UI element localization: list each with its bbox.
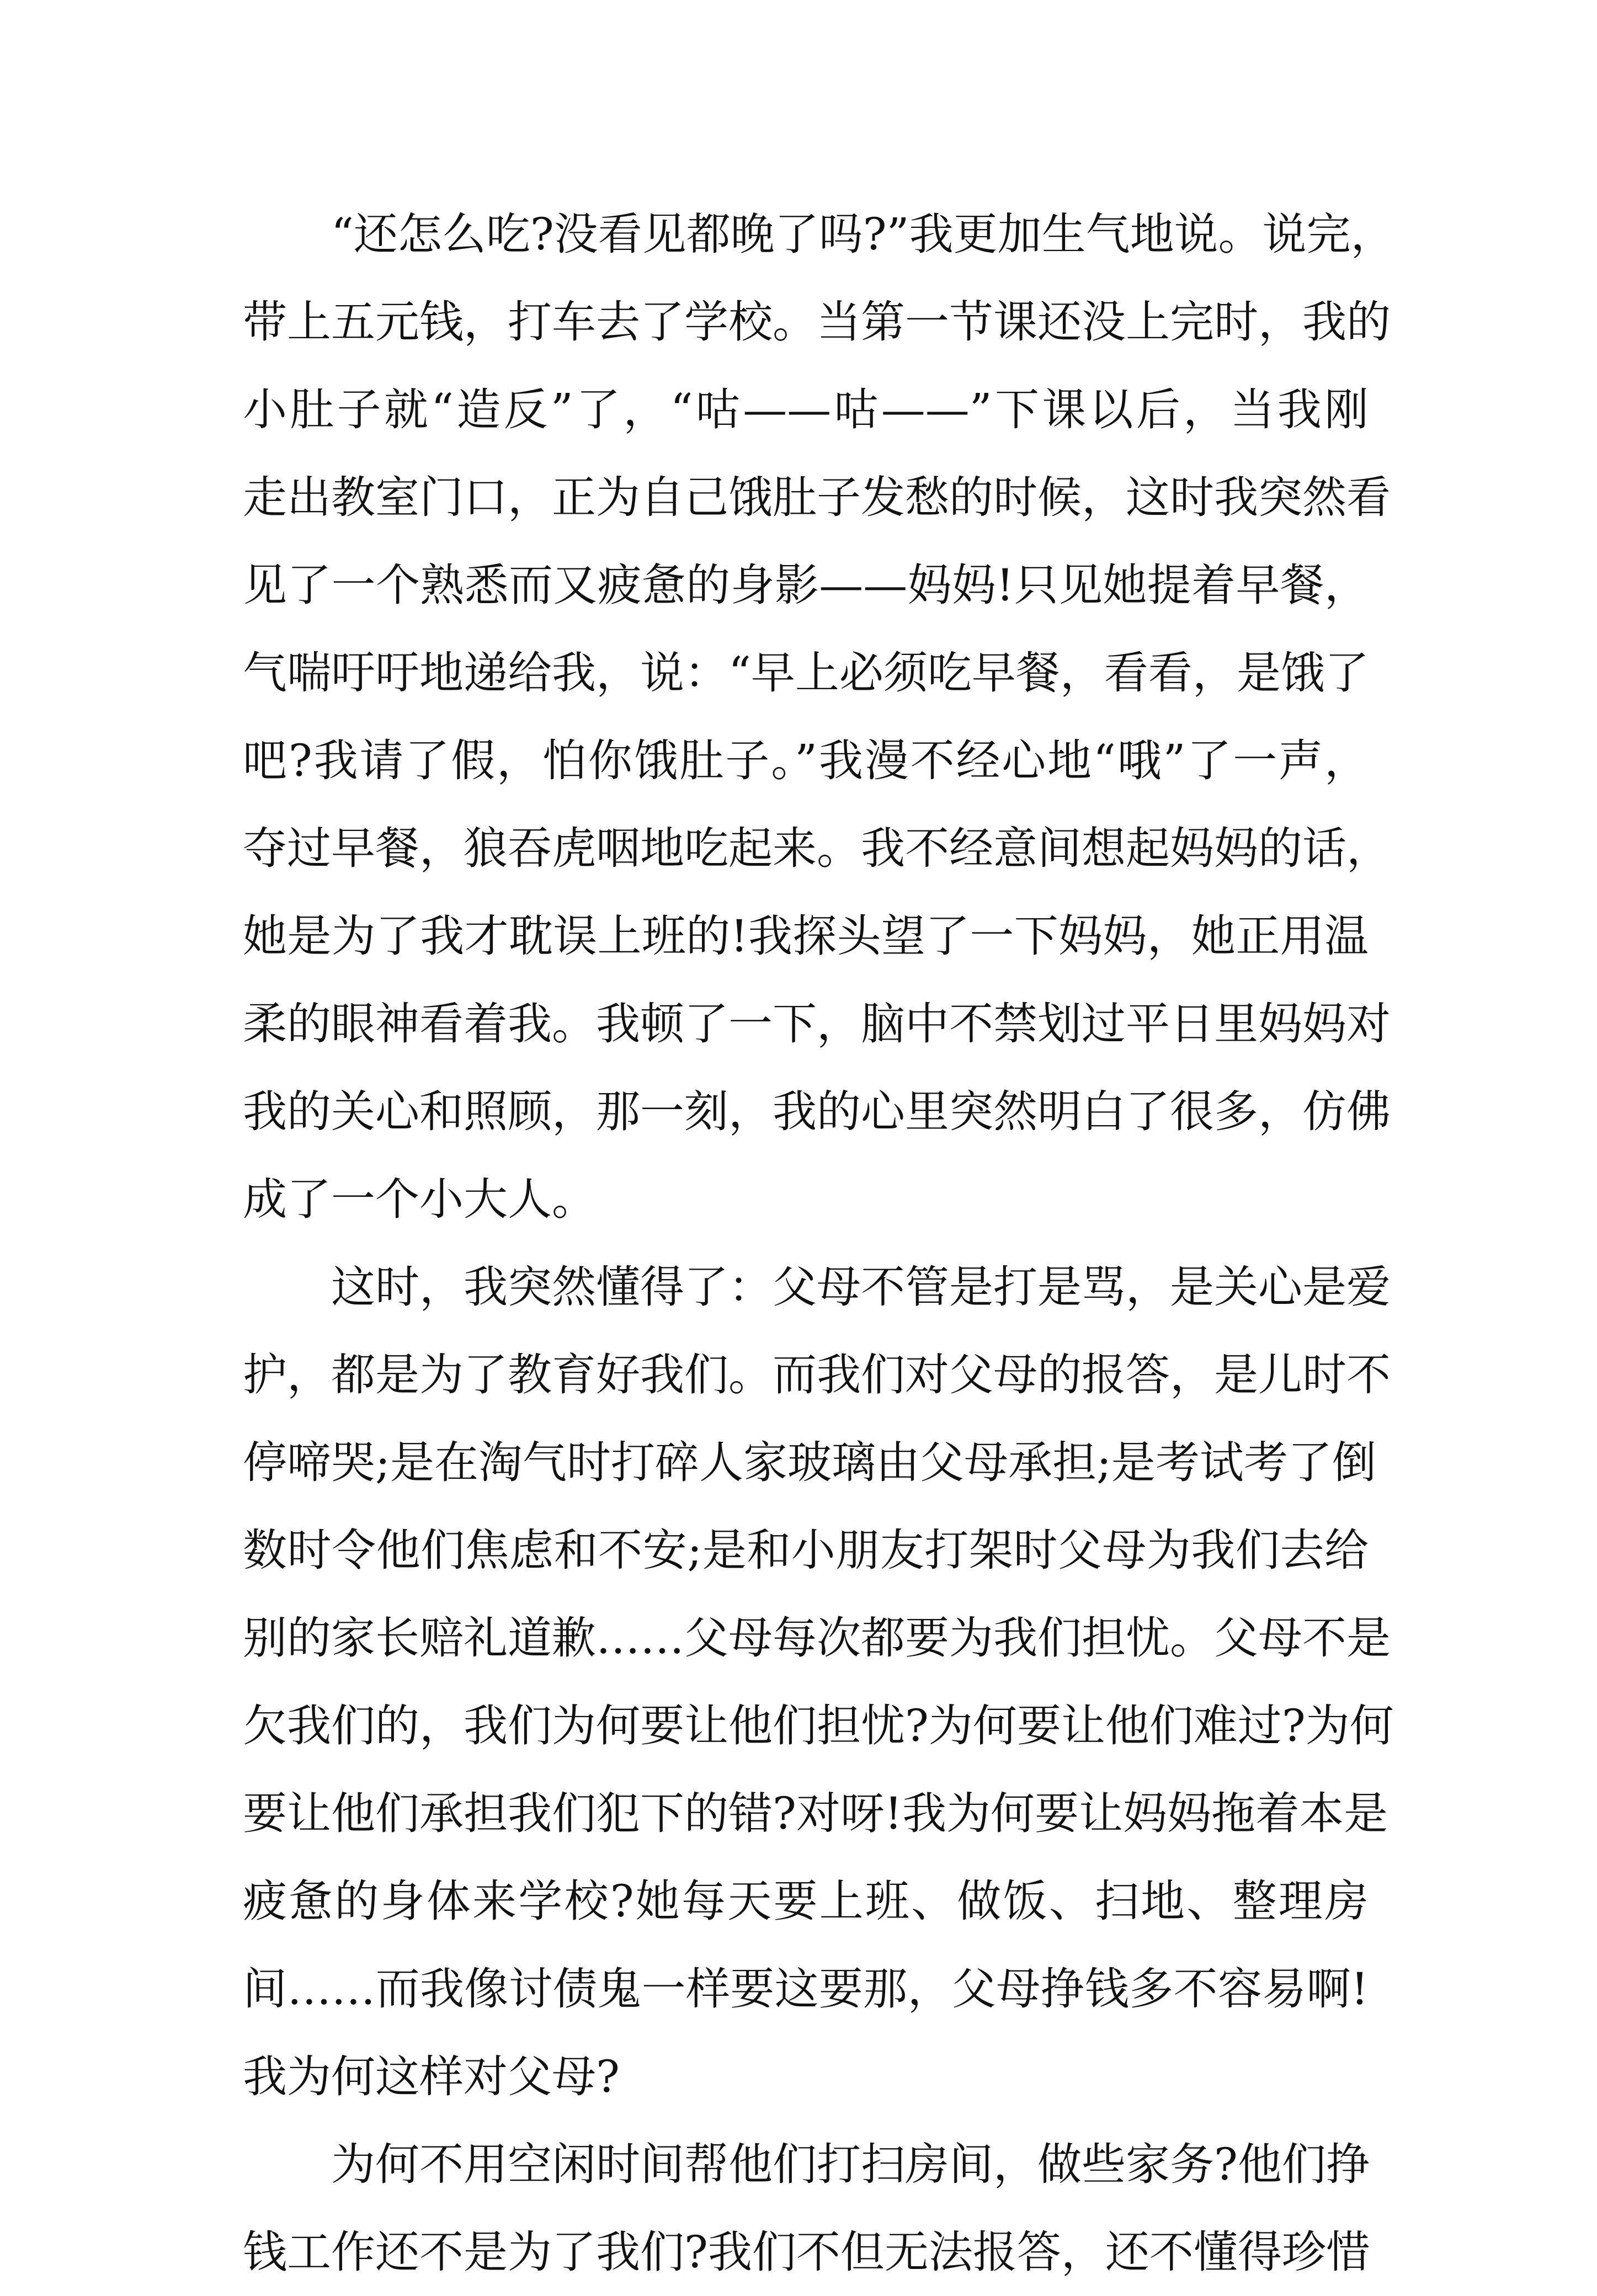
text-line: 柔的眼神看着我。我顿了一下，脑中不禁划过平日里妈妈对	[243, 998, 1391, 1050]
text-line: 这时，我突然懂得了：父母不管是打是骂，是关心是爱	[331, 1261, 1391, 1313]
text-line: 我的关心和照顾，那一刻，我的心里突然明白了很多，仿佛	[243, 1086, 1391, 1137]
text-line: 疲惫的身体来学校?她每天要上班、做饭、扫地、整理房	[243, 1876, 1369, 1927]
text-line: 她是为了我才耽误上班的!我探头望了一下妈妈，她正用温	[243, 910, 1369, 962]
text-line: 要让他们承担我们犯下的错?对呀!我为何要让妈妈拖着本是	[243, 1788, 1388, 1839]
text-line: 欠我们的，我们为何要让他们担忧?为何要让他们难过?为何	[243, 1700, 1394, 1751]
text-line: 成了一个小大人。	[243, 1174, 596, 1225]
text-line: 带上五元钱，打车去了学校。当第一节课还没上完时，我的	[243, 296, 1391, 348]
text-line: 别的家长赔礼道歉……父母每次都要为我们担忧。父母不是	[243, 1612, 1391, 1664]
text-line: 护，都是为了教育好我们。而我们对父母的报答，是儿时不	[243, 1349, 1391, 1400]
paragraph-3	[243, 2121, 1369, 2296]
essay-text	[243, 190, 1395, 2296]
text-line: 气喘吁吁地递给我，说：“早上必须吃早餐，看看，是饿了	[243, 647, 1369, 699]
text-line: 见了一个熟悉而又疲惫的身影——妈妈!只见她提着早餐，	[243, 560, 1369, 611]
text-line: 走出教室门口，正为自己饿肚子发愁的时候，这时我突然看	[243, 472, 1391, 523]
text-line: 间……而我像讨债鬼一样要这要那，父母挣钱多不容易啊!	[243, 1963, 1369, 2015]
text-line: 小肚子就“造反”了，“咕——咕——”下课以后，当我刚	[243, 384, 1369, 435]
text-line: 停啼哭;是在淘气时打碎人家玻璃由父母承担;是考试考了倒	[243, 1437, 1376, 1488]
text-line: 数时令他们焦虑和不安;是和小朋友打架时父母为我们去给	[243, 1525, 1369, 1576]
paragraph-2	[243, 1243, 1394, 2121]
text-line: 钱工作还不是为了我们?我们不但无法报答，还不懂得珍惜	[243, 2226, 1370, 2278]
text-line: 为何不用空闲时间帮他们打扫房间，做些家务?他们挣	[331, 2139, 1370, 2190]
text-line: “还怎么吃?没看见都晚了吗?”我更加生气地说。说完，	[331, 209, 1395, 260]
text-line: 我为何这样对父母?	[243, 2051, 620, 2102]
text-line: 夺过早餐，狼吞虎咽地吃起来。我不经意间想起妈妈的话，	[243, 823, 1391, 874]
paragraph-1	[243, 190, 1395, 1243]
text-line: 吧?我请了假，怕你饿肚子。”我漫不经心地“哦”了一声，	[243, 735, 1369, 786]
